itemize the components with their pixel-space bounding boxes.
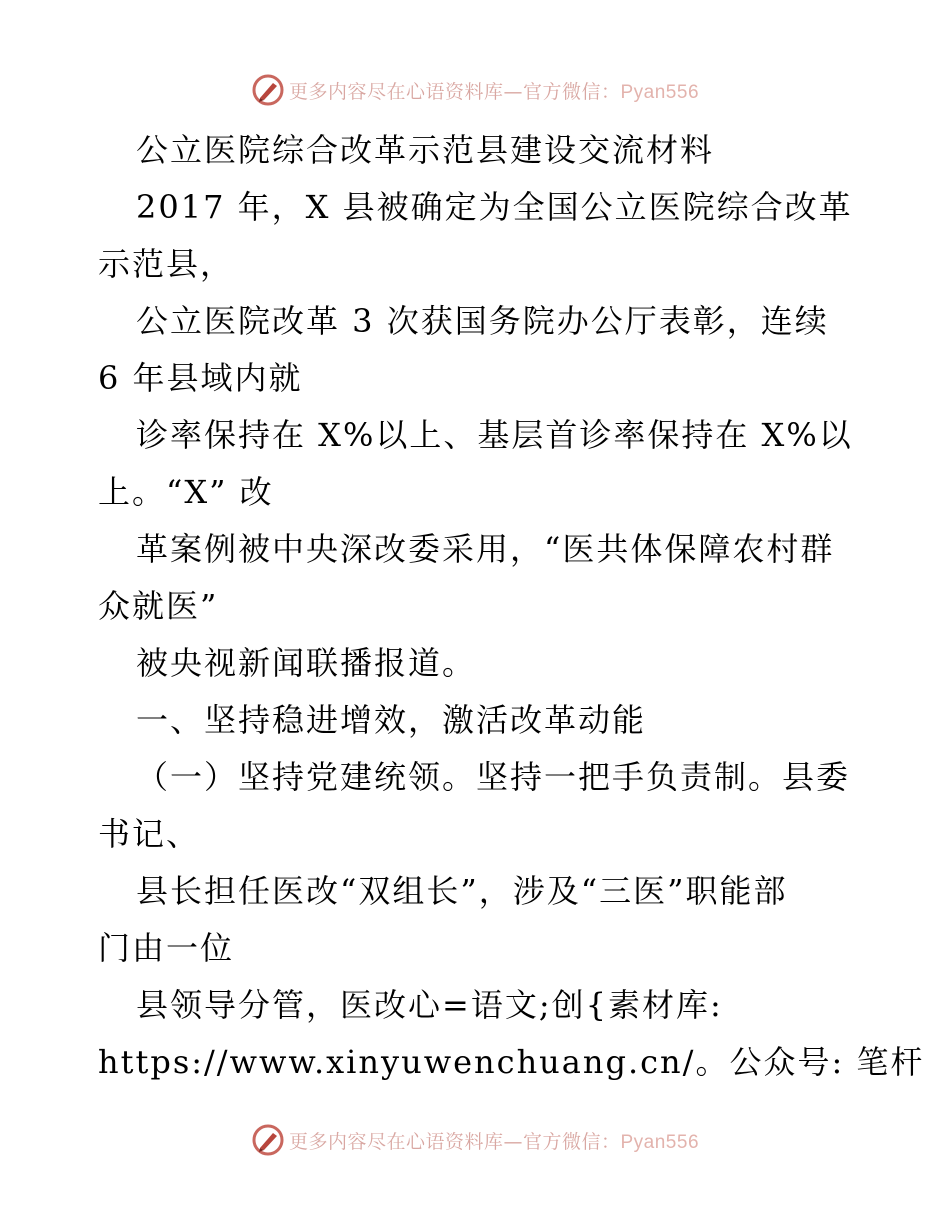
watermark-wechat-label: 官方微信： xyxy=(522,80,621,103)
text-line: （一）坚持党建统领。坚持一把手负责制。县委 xyxy=(136,758,851,796)
text-line: 众就医” xyxy=(98,587,219,625)
text-line: 公立医院改革 3 次获国务院办公厅表彰，连续 xyxy=(136,302,829,340)
watermark-wechat-id: Pyan556 xyxy=(620,81,700,103)
text-line: 门由一位 xyxy=(98,929,235,967)
text-line: 革案例被中央深改委采用，“医共体保障农村群 xyxy=(136,530,835,568)
watermark-separator: — xyxy=(503,80,523,103)
text-line: 被央视新闻联播报道。 xyxy=(136,644,477,682)
watermark-text xyxy=(289,77,699,104)
text-line: 6 年县域内就 xyxy=(98,359,303,397)
header-watermark xyxy=(0,70,950,110)
text-line: 诊率保持在 X%以上、基层首诊率保持在 X%以 xyxy=(136,416,853,454)
watermark-text xyxy=(289,1127,699,1154)
watermark-library-text: 更多内容尽在心语资料库 xyxy=(288,80,504,103)
text-line: https://www.xinyuwenchuang.cn/。公众号: 笔杆 xyxy=(98,1043,925,1081)
footer-watermark xyxy=(0,1120,950,1160)
text-line: 一、坚持稳进增效，激活改革动能 xyxy=(136,701,647,739)
pen-logo-icon xyxy=(251,1123,285,1157)
watermark-wechat-label: 官方微信： xyxy=(522,1130,621,1153)
text-line: 书记、 xyxy=(98,815,201,853)
text-line: 上。“X” 改 xyxy=(98,473,274,511)
text-line: 公立医院综合改革示范县建设交流材料 xyxy=(136,131,715,169)
text-line: 2017 年，X 县被确定为全国公立医院综合改革 xyxy=(136,188,853,226)
text-line: 县领导分管，医改心=语文;创{素材库: xyxy=(136,986,723,1024)
watermark-wechat-id: Pyan556 xyxy=(620,1131,700,1153)
watermark-separator: — xyxy=(503,1130,523,1153)
text-line: 示范县， xyxy=(98,245,235,283)
watermark-library-text: 更多内容尽在心语资料库 xyxy=(288,1130,504,1153)
pen-logo-icon xyxy=(251,73,285,107)
text-line: 县长担任医改“双组长”，涉及“三医”职能部 xyxy=(136,872,788,910)
document-body xyxy=(98,122,925,1091)
